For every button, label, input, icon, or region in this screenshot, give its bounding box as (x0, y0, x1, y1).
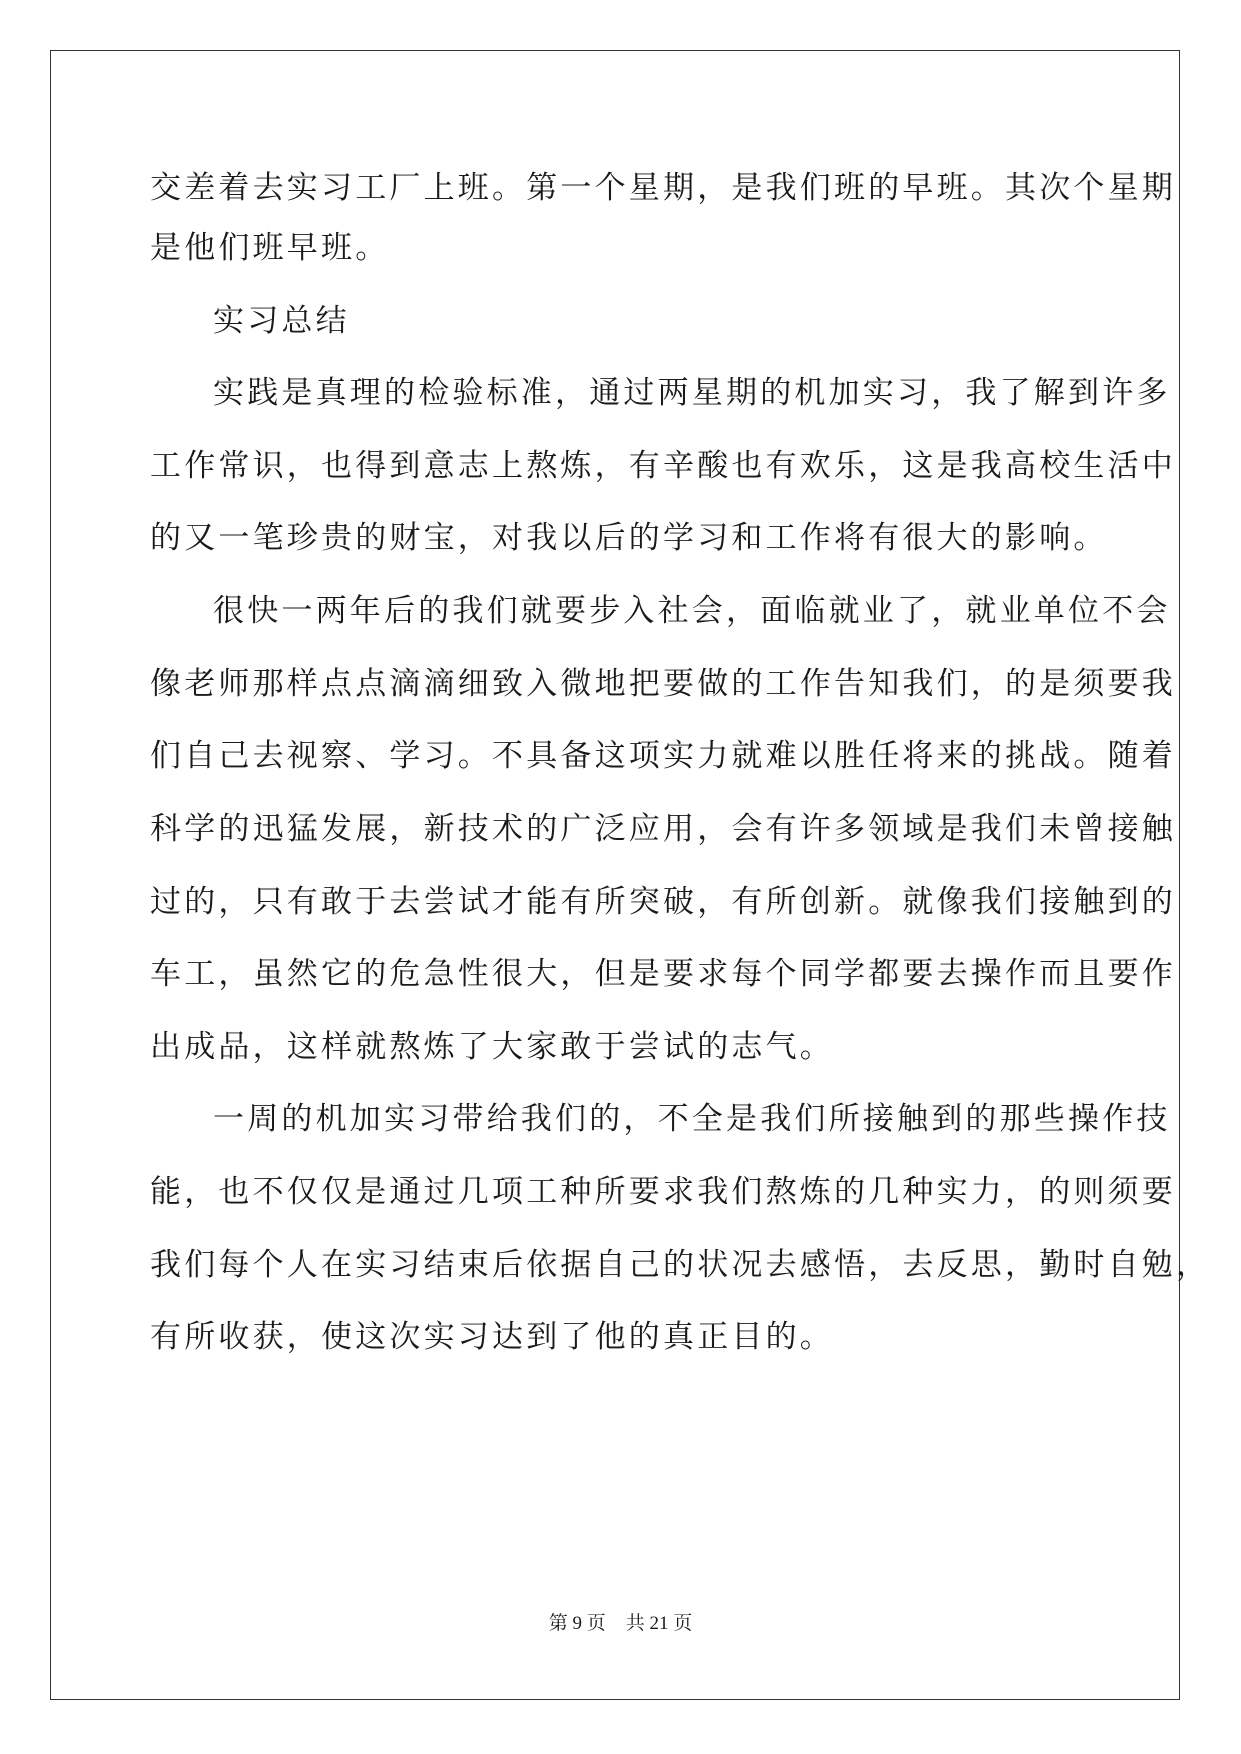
page-footer (0, 1612, 1241, 1636)
text-line: 我们每个人在实习结束后依据自己的状况去感悟，去反思，勤时自勉， (150, 1247, 1211, 1283)
text-line: 像老师那样点点滴滴细致入微地把要做的工作告知我们，的是须要我 (150, 666, 1176, 702)
text-line: 很快一两年后的我们就要步入社会，面临就业了，就业单位不会 (213, 593, 1171, 629)
text-line: 是他们班早班。 (150, 230, 390, 266)
text-line: 科学的迅猛发展，新技术的广泛应用，会有许多领域是我们未曾接触 (150, 811, 1176, 847)
section-heading: 实习总结 (213, 303, 350, 339)
text-line: 一周的机加实习带给我们的，不全是我们所接触到的那些操作技 (213, 1101, 1171, 1137)
text-line: 们自己去视察、学习。不具备这项实力就难以胜任将来的挑战。随着 (150, 738, 1176, 774)
page-border (50, 50, 1211, 1700)
text-line: 能，也不仅仅是通过几项工种所要求我们熬炼的几种实力，的则须要 (150, 1174, 1176, 1210)
text-line: 车工，虽然它的危急性很大，但是要求每个同学都要去操作而且要作 (150, 956, 1176, 992)
text-line: 的又一笔珍贵的财宝，对我以后的学习和工作将有很大的影响。 (150, 520, 1108, 556)
text-line: 实践是真理的检验标准，通过两星期的机加实习，我了解到许多 (213, 375, 1171, 411)
text-line: 有所收获，使这次实习达到了他的真正目的。 (150, 1319, 834, 1355)
text-line: 工作常识，也得到意志上熬炼，有辛酸也有欢乐，这是我高校生活中 (150, 448, 1176, 484)
text-line: 过的，只有敢于去尝试才能有所突破，有所创新。就像我们接触到的 (150, 884, 1176, 920)
text-line: 交差着去实习工厂上班。第一个星期，是我们班的早班。其次个星期 (150, 170, 1176, 206)
page-total: 共 21 页 (625, 1613, 693, 1634)
text-line: 出成品，这样就熬炼了大家敢于尝试的志气。 (150, 1029, 834, 1065)
page-number: 第 9 页 (548, 1613, 606, 1634)
